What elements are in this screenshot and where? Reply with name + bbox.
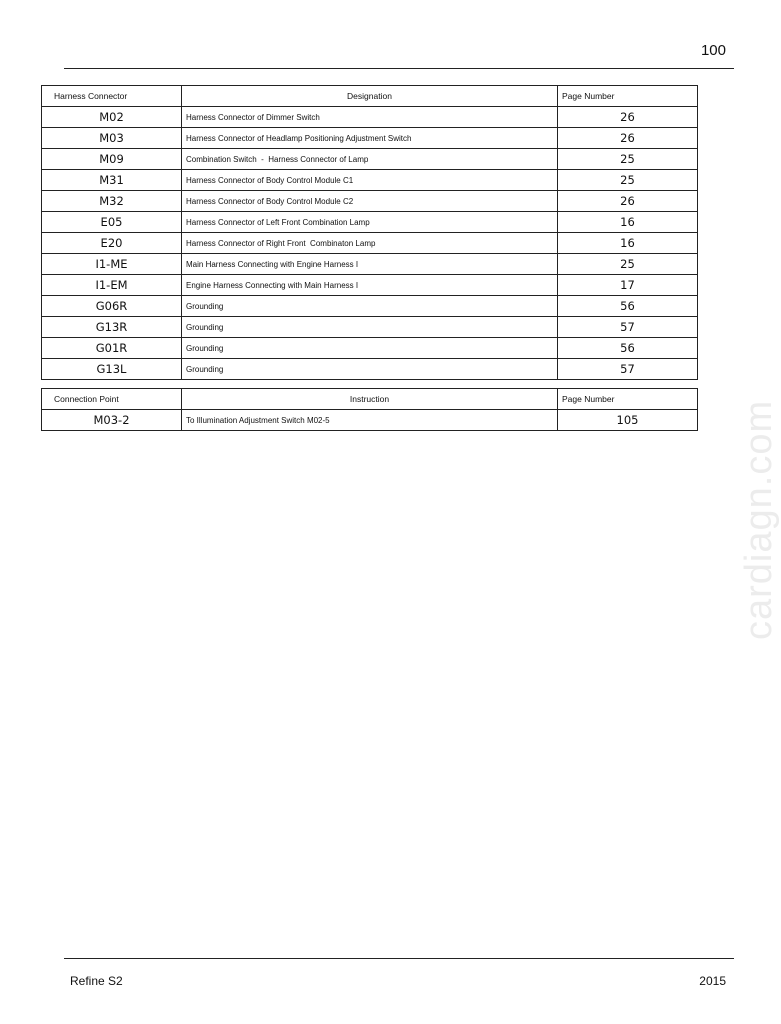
- connector-code: I1-ME: [42, 254, 182, 275]
- connector-designation: Harness Connector of Left Front Combination Lamp: [182, 212, 558, 233]
- page-reference: 105: [558, 410, 698, 431]
- connection-instruction: To Illumination Adjustment Switch M02-5: [182, 410, 558, 431]
- table-row: [42, 359, 698, 380]
- footer-year: 2015: [699, 974, 726, 988]
- header-divider: [64, 68, 734, 69]
- table-row: [42, 296, 698, 317]
- page-number: 100: [700, 42, 726, 59]
- connector-designation: Main Harness Connecting with Engine Harness I: [182, 254, 558, 275]
- table-row: [42, 254, 698, 275]
- page-reference: 16: [558, 212, 698, 233]
- connector-designation: Harness Connector of Body Control Module C1: [182, 170, 558, 191]
- page-reference: 16: [558, 233, 698, 254]
- connector-code: G13R: [42, 317, 182, 338]
- connection-point-table: [41, 388, 698, 431]
- connector-designation: Harness Connector of Right Front Combinaton Lamp: [182, 233, 558, 254]
- table-row: [42, 170, 698, 191]
- connector-code: M02: [42, 107, 182, 128]
- connector-designation: Grounding: [182, 296, 558, 317]
- page-reference: 56: [558, 296, 698, 317]
- page-reference: 56: [558, 338, 698, 359]
- page-reference: 26: [558, 128, 698, 149]
- connector-designation: Combination Switch - Harness Connector of Lamp: [182, 149, 558, 170]
- column-header-designation: Designation: [182, 86, 558, 107]
- table-row: [42, 191, 698, 212]
- table-row: [42, 338, 698, 359]
- page-reference: 25: [558, 170, 698, 191]
- connection-point-code: M03-2: [42, 410, 182, 431]
- column-header-instruction: Instruction: [182, 389, 558, 410]
- footer-divider: [64, 958, 734, 959]
- connector-code: M03: [42, 128, 182, 149]
- connector-designation: Harness Connector of Headlamp Positioning Adjustment Switch: [182, 128, 558, 149]
- table-row: [42, 317, 698, 338]
- page-reference: 25: [558, 149, 698, 170]
- page-reference: 26: [558, 191, 698, 212]
- connector-designation: Grounding: [182, 317, 558, 338]
- connector-code: I1-EM: [42, 275, 182, 296]
- column-header-page-number: Page Number: [558, 389, 698, 410]
- page-reference: 26: [558, 107, 698, 128]
- connector-designation: Harness Connector of Body Control Module C2: [182, 191, 558, 212]
- connector-code: M32: [42, 191, 182, 212]
- table-header-row: [42, 86, 698, 107]
- column-header-harness-connector: Harness Connector: [42, 86, 182, 107]
- watermark: cardiagn.com: [738, 399, 780, 640]
- connector-designation: Grounding: [182, 359, 558, 380]
- page-reference: 17: [558, 275, 698, 296]
- connector-code: E05: [42, 212, 182, 233]
- connector-designation: Engine Harness Connecting with Main Harness I: [182, 275, 558, 296]
- page-reference: 57: [558, 359, 698, 380]
- table-row: [42, 410, 698, 431]
- connector-code: M09: [42, 149, 182, 170]
- footer-model-name: Refine S2: [70, 974, 123, 988]
- table-row: [42, 233, 698, 254]
- table-row: [42, 149, 698, 170]
- column-header-connection-point: Connection Point: [42, 389, 182, 410]
- page-reference: 57: [558, 317, 698, 338]
- page-reference: 25: [558, 254, 698, 275]
- column-header-page-number: Page Number: [558, 86, 698, 107]
- table-row: [42, 275, 698, 296]
- connector-designation: Harness Connector of Dimmer Switch: [182, 107, 558, 128]
- connector-code: G01R: [42, 338, 182, 359]
- table-header-row: [42, 389, 698, 410]
- table-row: [42, 128, 698, 149]
- connector-code: M31: [42, 170, 182, 191]
- connector-code: G13L: [42, 359, 182, 380]
- table-row: [42, 107, 698, 128]
- connector-designation: Grounding: [182, 338, 558, 359]
- connector-code: G06R: [42, 296, 182, 317]
- harness-connector-table: [41, 85, 698, 380]
- connector-code: E20: [42, 233, 182, 254]
- table-row: [42, 212, 698, 233]
